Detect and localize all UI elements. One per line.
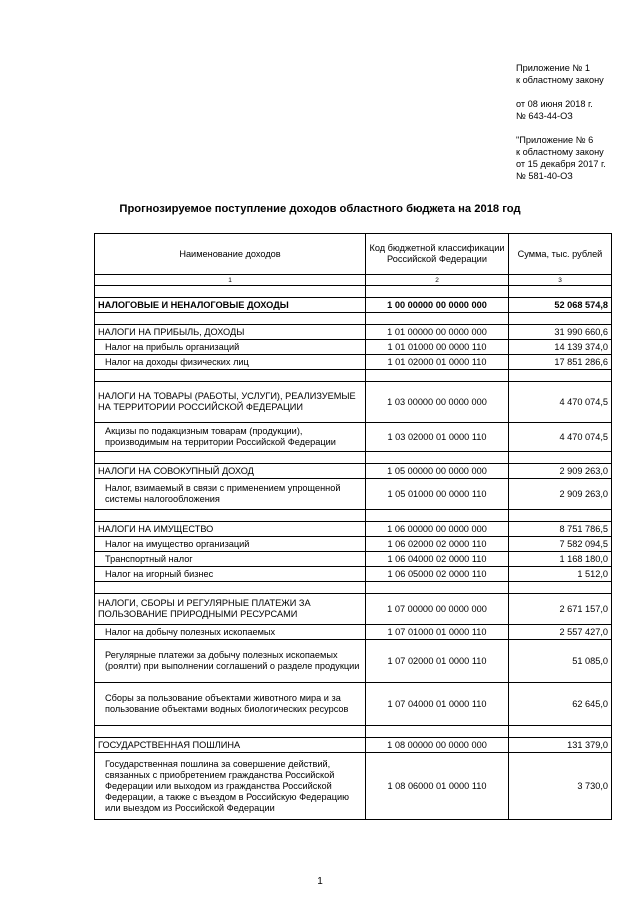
revenue-table	[94, 233, 612, 820]
table-row	[95, 423, 612, 452]
spacer-cell	[366, 313, 509, 325]
income-name-cell: Регулярные платежи за добычу полезных ископаемых (роялти) при выполнении соглашений о разделе продукции	[95, 640, 366, 683]
budget-code-cell: 1 06 05000 02 0000 110	[366, 567, 509, 582]
spacer-row	[95, 452, 612, 464]
amount-cell: 4 470 074,5	[509, 382, 612, 423]
income-name-cell: Налог на добычу полезных ископаемых	[95, 625, 366, 640]
income-name-cell: Сборы за пользование объектами животного мира и за пользование объектами водных биологических ресурсов	[95, 683, 366, 726]
table-row	[95, 355, 612, 370]
spacer-cell	[509, 726, 612, 738]
income-name-cell: ГОСУДАРСТВЕННАЯ ПОШЛИНА	[95, 738, 366, 753]
spacer-cell	[95, 726, 366, 738]
budget-code-cell: 1 08 00000 00 0000 000	[366, 738, 509, 753]
table-row	[95, 552, 612, 567]
amount-cell: 14 139 374,0	[509, 340, 612, 355]
spacer-cell	[366, 452, 509, 464]
table-row	[95, 537, 612, 552]
appendix-note-block	[516, 62, 606, 86]
amount-cell: 7 582 094,5	[509, 537, 612, 552]
appendix-note-line: "Приложение № 6	[516, 135, 594, 145]
income-name-cell: НАЛОГОВЫЕ И НЕНАЛОГОВЫЕ ДОХОДЫ	[95, 298, 366, 313]
income-name-cell: НАЛОГИ НА ПРИБЫЛЬ, ДОХОДЫ	[95, 325, 366, 340]
spacer-cell	[366, 370, 509, 382]
table-row	[95, 382, 612, 423]
spacer-row	[95, 370, 612, 382]
spacer-cell	[95, 452, 366, 464]
budget-code-cell: 1 05 01000 00 0000 110	[366, 479, 509, 510]
budget-code-cell: 1 07 00000 00 0000 000	[366, 594, 509, 625]
amount-cell: 131 379,0	[509, 738, 612, 753]
table-row	[95, 298, 612, 313]
spacer-cell	[509, 370, 612, 382]
appendix-note-line: от 15 декабря 2017 г.	[516, 159, 606, 169]
appendix-note-line: Приложение № 1	[516, 63, 590, 73]
table-row	[95, 479, 612, 510]
budget-code-cell: 1 07 02000 01 0000 110	[366, 640, 509, 683]
amount-cell: 2 671 157,0	[509, 594, 612, 625]
column-number: 1	[95, 275, 366, 286]
amount-cell: 31 990 660,6	[509, 325, 612, 340]
appendix-note-line: № 643-44-ОЗ	[516, 111, 573, 121]
document-title: Прогнозируемое поступление доходов областного бюджета на 2018 год	[119, 203, 521, 215]
appendix-note-line: к областному закону	[516, 147, 604, 157]
spacer-cell	[509, 510, 612, 522]
amount-cell: 17 851 286,6	[509, 355, 612, 370]
spacer-cell	[366, 582, 509, 594]
spacer-cell	[509, 582, 612, 594]
spacer-cell	[366, 510, 509, 522]
spacer-row	[95, 726, 612, 738]
spacer-cell	[95, 370, 366, 382]
income-name-cell: НАЛОГИ, СБОРЫ И РЕГУЛЯРНЫЕ ПЛАТЕЖИ ЗА ПОЛЬЗОВАНИЕ ПРИРОДНЫМИ РЕСУРСАМИ	[95, 594, 366, 625]
income-name-cell: Государственная пошлина за совершение действий, связанных с приобретением гражданства Российской Федерации или выходом из гражданства Российской Федерации, а также с въездом в Российскую Федерацию или выездом из Российской Федерации	[95, 753, 366, 820]
budget-code-cell: 1 06 04000 02 0000 110	[366, 552, 509, 567]
appendix-note-line: к областному закону	[516, 75, 604, 85]
amount-cell: 8 751 786,5	[509, 522, 612, 537]
table-row	[95, 325, 612, 340]
spacer-cell	[509, 452, 612, 464]
table-row	[95, 640, 612, 683]
income-name-cell: НАЛОГИ НА СОВОКУПНЫЙ ДОХОД	[95, 464, 366, 479]
income-name-cell: Налог на имущество организаций	[95, 537, 366, 552]
amount-cell: 2 557 427,0	[509, 625, 612, 640]
budget-code-cell: 1 01 01000 00 0000 110	[366, 340, 509, 355]
appendix-note-block	[516, 134, 606, 182]
amount-cell: 2 909 263,0	[509, 464, 612, 479]
amount-cell: 62 645,0	[509, 683, 612, 726]
appendix-note	[516, 62, 606, 194]
budget-code-cell: 1 03 00000 00 0000 000	[366, 382, 509, 423]
column-number: 3	[509, 275, 612, 286]
spacer-row	[95, 313, 612, 325]
table-row	[95, 464, 612, 479]
table-row	[95, 753, 612, 820]
budget-code-cell: 1 03 02000 01 0000 110	[366, 423, 509, 452]
header-name: Наименование доходов	[95, 234, 366, 275]
spacer-cell	[366, 726, 509, 738]
spacer-cell	[366, 286, 509, 298]
page-number: 1	[317, 876, 323, 887]
spacer-cell	[95, 313, 366, 325]
table-row	[95, 567, 612, 582]
income-name-cell: Налог на прибыль организаций	[95, 340, 366, 355]
income-name-cell: НАЛОГИ НА ИМУЩЕСТВО	[95, 522, 366, 537]
budget-code-cell: 1 00 00000 00 0000 000	[366, 298, 509, 313]
amount-cell: 4 470 074,5	[509, 423, 612, 452]
spacer-cell	[95, 286, 366, 298]
column-number-row	[95, 275, 612, 286]
spacer-row	[95, 286, 612, 298]
amount-cell: 51 085,0	[509, 640, 612, 683]
header-code: Код бюджетной классификации Российской Федерации	[366, 234, 509, 275]
spacer-row	[95, 510, 612, 522]
budget-code-cell: 1 07 04000 01 0000 110	[366, 683, 509, 726]
spacer-cell	[509, 313, 612, 325]
budget-code-cell: 1 06 02000 02 0000 110	[366, 537, 509, 552]
amount-cell: 1 168 180,0	[509, 552, 612, 567]
budget-code-cell: 1 01 00000 00 0000 000	[366, 325, 509, 340]
table-row	[95, 594, 612, 625]
table-header-row	[95, 234, 612, 275]
income-name-cell: Налог на доходы физических лиц	[95, 355, 366, 370]
header-sum: Сумма, тыс. рублей	[509, 234, 612, 275]
column-number: 2	[366, 275, 509, 286]
budget-code-cell: 1 01 02000 01 0000 110	[366, 355, 509, 370]
income-name-cell: Транспортный налог	[95, 552, 366, 567]
appendix-note-line: от 08 июня 2018 г.	[516, 99, 593, 109]
appendix-note-block	[516, 98, 606, 122]
appendix-note-line: № 581-40-ОЗ	[516, 171, 573, 181]
income-name-cell: Акцизы по подакцизным товарам (продукции), производимым на территории Российской Федерации	[95, 423, 366, 452]
budget-code-cell: 1 08 06000 01 0000 110	[366, 753, 509, 820]
table-row	[95, 683, 612, 726]
spacer-cell	[95, 582, 366, 594]
income-name-cell: НАЛОГИ НА ТОВАРЫ (РАБОТЫ, УСЛУГИ), РЕАЛИЗУЕМЫЕ НА ТЕРРИТОРИИ РОССИЙСКОЙ ФЕДЕРАЦИИ	[95, 382, 366, 423]
table-row	[95, 340, 612, 355]
income-name-cell: Налог на игорный бизнес	[95, 567, 366, 582]
budget-code-cell: 1 07 01000 01 0000 110	[366, 625, 509, 640]
budget-code-cell: 1 05 00000 00 0000 000	[366, 464, 509, 479]
spacer-row	[95, 582, 612, 594]
amount-cell: 52 068 574,8	[509, 298, 612, 313]
table-row	[95, 625, 612, 640]
budget-code-cell: 1 06 00000 00 0000 000	[366, 522, 509, 537]
amount-cell: 2 909 263,0	[509, 479, 612, 510]
spacer-cell	[95, 510, 366, 522]
amount-cell: 3 730,0	[509, 753, 612, 820]
amount-cell: 1 512,0	[509, 567, 612, 582]
table-row	[95, 738, 612, 753]
income-name-cell: Налог, взимаемый в связи с применением упрощенной системы налогообложения	[95, 479, 366, 510]
spacer-cell	[509, 286, 612, 298]
table-row	[95, 522, 612, 537]
